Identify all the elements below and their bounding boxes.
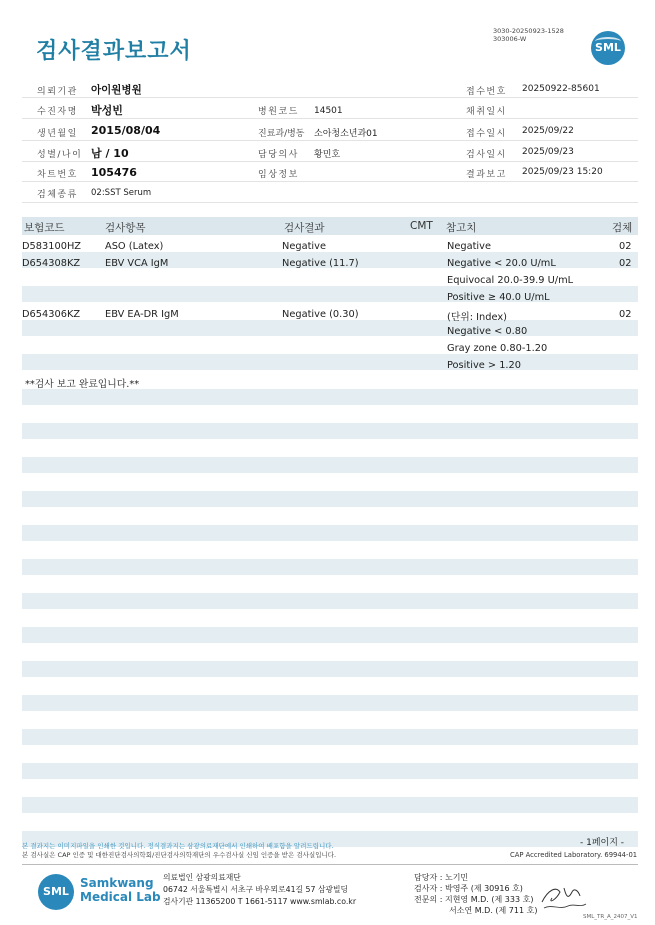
row-3-reference: Equivocal 20.0-39.9 U/mL: [447, 275, 574, 286]
row-2-item: EBV VCA IgM: [105, 258, 169, 269]
row-8-reference: Positive > 1.20: [447, 360, 522, 371]
background-band: [22, 389, 638, 405]
value-test-date: 2025/09/23: [522, 147, 574, 157]
staff-specialist-1: 전문의 : 지현영 M.D. (제 333 호): [414, 895, 534, 904]
sml-footer-logo-icon: SML: [38, 874, 74, 910]
header-reference: 참고치: [446, 222, 477, 234]
value-birth-date: 2015/08/04: [91, 124, 161, 137]
document-code-2: 303006-W: [493, 35, 527, 43]
value-specimen-type: 02:SST Serum: [91, 188, 152, 198]
completion-note: **검사 보고 완료입니다.**: [25, 379, 140, 390]
row-1-specimen: 02: [619, 241, 632, 252]
row-6-reference: Negative < 0.80: [447, 326, 528, 337]
header-test-item: 검사항목: [105, 222, 146, 234]
label-test-date: 검사일시: [466, 150, 507, 160]
label-receipt-number: 접수번호: [466, 87, 507, 97]
footer-notice-accreditation: 본 검사실은 CAP 인증 및 대한진단검사의학회/진단검사의학재단의 우수검사실 신임 인증을 받은 검사실입니다.: [22, 851, 337, 859]
row-7-reference: Gray zone 0.80-1.20: [447, 343, 548, 354]
label-birth-date: 생년월일: [37, 129, 78, 139]
form-code: SML_TR_A_2407_V1: [583, 914, 638, 920]
divider: [22, 161, 638, 162]
value-receipt-number: 20250922-85601: [522, 84, 600, 94]
document-code-1: 3030-20250923-1528: [493, 27, 564, 35]
value-hospital-code: 14501: [314, 106, 343, 116]
background-band: [22, 763, 638, 779]
divider: [22, 202, 638, 203]
value-report-datetime: 2025/09/23 15:20: [522, 167, 603, 177]
results-table-header: [22, 217, 638, 235]
row-5-result: Negative (0.30): [282, 309, 359, 320]
brand-name: [80, 876, 161, 904]
background-band: [22, 627, 638, 643]
row-2-result: Negative (11.7): [282, 258, 359, 269]
background-band: [22, 729, 638, 745]
background-band: [22, 320, 638, 336]
background-band: [22, 695, 638, 711]
header-specimen: 검체: [612, 222, 633, 234]
label-patient-name: 수진자명: [37, 107, 78, 117]
document-codes: [493, 27, 564, 43]
value-receipt-date: 2025/09/22: [522, 126, 574, 136]
label-referring-institution: 의뢰기관: [37, 87, 78, 97]
divider: [22, 181, 638, 182]
row-1-item: ASO (Latex): [105, 241, 164, 252]
row-2-specimen: 02: [619, 258, 632, 269]
value-sex-age: 남 / 10: [91, 147, 129, 160]
footer-notice-print: 본 결과지는 이미지파일을 인쇄한 것입니다. 정식결과지는 삼광의료재단에서 인쇄하여 배포함을 알려드립니다.: [22, 842, 334, 850]
label-chart-number: 차트번호: [37, 170, 78, 180]
row-1-code: D583100HZ: [22, 241, 82, 252]
brand-line-1: Samkwang: [80, 876, 154, 890]
label-department: 진료과/병동: [258, 129, 305, 139]
lab-address: [163, 872, 356, 908]
divider: [22, 97, 638, 98]
address-line-3: 검사기관 11365200 T 1661-5117 www.smlab.co.kr: [163, 897, 357, 906]
value-department: 소아청소년과01: [314, 129, 378, 139]
header-cmt: CMT: [410, 220, 433, 232]
brand-line-2: Medical Lab: [80, 890, 161, 904]
report-title: 검사결과보고서: [36, 39, 192, 64]
cap-accreditation: CAP Accredited Laboratory. 69944-01: [510, 851, 638, 859]
label-report-datetime: 결과보고: [466, 170, 507, 180]
label-receipt-date: 접수일시: [466, 129, 507, 139]
row-2-reference: Negative < 20.0 U/mL: [447, 258, 556, 269]
header-insurance-code: 보험코드: [24, 222, 65, 234]
divider: [22, 118, 638, 119]
address-line-1: 의료법인 삼광의료재단: [163, 873, 241, 882]
background-band: [22, 559, 638, 575]
staff-tester: 검사자 : 박영주 (제 30916 호): [414, 884, 523, 893]
label-collection-datetime: 채취일시: [466, 107, 507, 117]
label-doctor: 담당의사: [258, 150, 299, 160]
value-chart-number: 105476: [91, 166, 137, 179]
background-band: [22, 593, 638, 609]
row-1-result: Negative: [282, 241, 326, 252]
address-line-2: 06742 서울특별시 서초구 바우뫼로41길 57 삼광빌딩: [163, 885, 349, 894]
sml-logo-icon: SML: [591, 31, 625, 65]
background-band: [22, 661, 638, 677]
label-hospital-code: 병원코드: [258, 107, 299, 117]
row-5-specimen: 02: [619, 309, 632, 320]
value-patient-name: 박성빈: [91, 104, 123, 117]
row-1-reference: Negative: [447, 241, 491, 252]
header-result: 검사결과: [284, 222, 325, 234]
signature-icon: [538, 880, 590, 912]
background-band: [22, 354, 638, 370]
row-2-code: D654308KZ: [22, 258, 81, 269]
background-band: [22, 491, 638, 507]
background-band: [22, 797, 638, 813]
label-clinical-info: 임상정보: [258, 170, 299, 180]
label-sex-age: 성별/나이: [37, 150, 83, 160]
divider: [22, 140, 638, 141]
staff-contact: 담당자 : 노기민: [414, 873, 469, 882]
background-band: [22, 525, 638, 541]
background-band: [22, 457, 638, 473]
staff-list: [414, 872, 537, 916]
value-doctor: 황민호: [314, 150, 341, 160]
page-number: - 1페이지 -: [580, 838, 625, 848]
row-5-item: EBV EA-DR IgM: [105, 309, 179, 320]
row-5-reference: (단위: Index): [447, 312, 507, 323]
row-4-reference: Positive ≥ 40.0 U/mL: [447, 292, 550, 303]
row-5-code: D654306KZ: [22, 309, 81, 320]
staff-specialist-2: 서소연 M.D. (제 711 호): [449, 906, 538, 915]
value-referring-institution: 아이원병원: [91, 84, 142, 96]
footer-divider: [22, 864, 638, 865]
background-band: [22, 423, 638, 439]
label-specimen-type: 검체종류: [37, 190, 78, 200]
